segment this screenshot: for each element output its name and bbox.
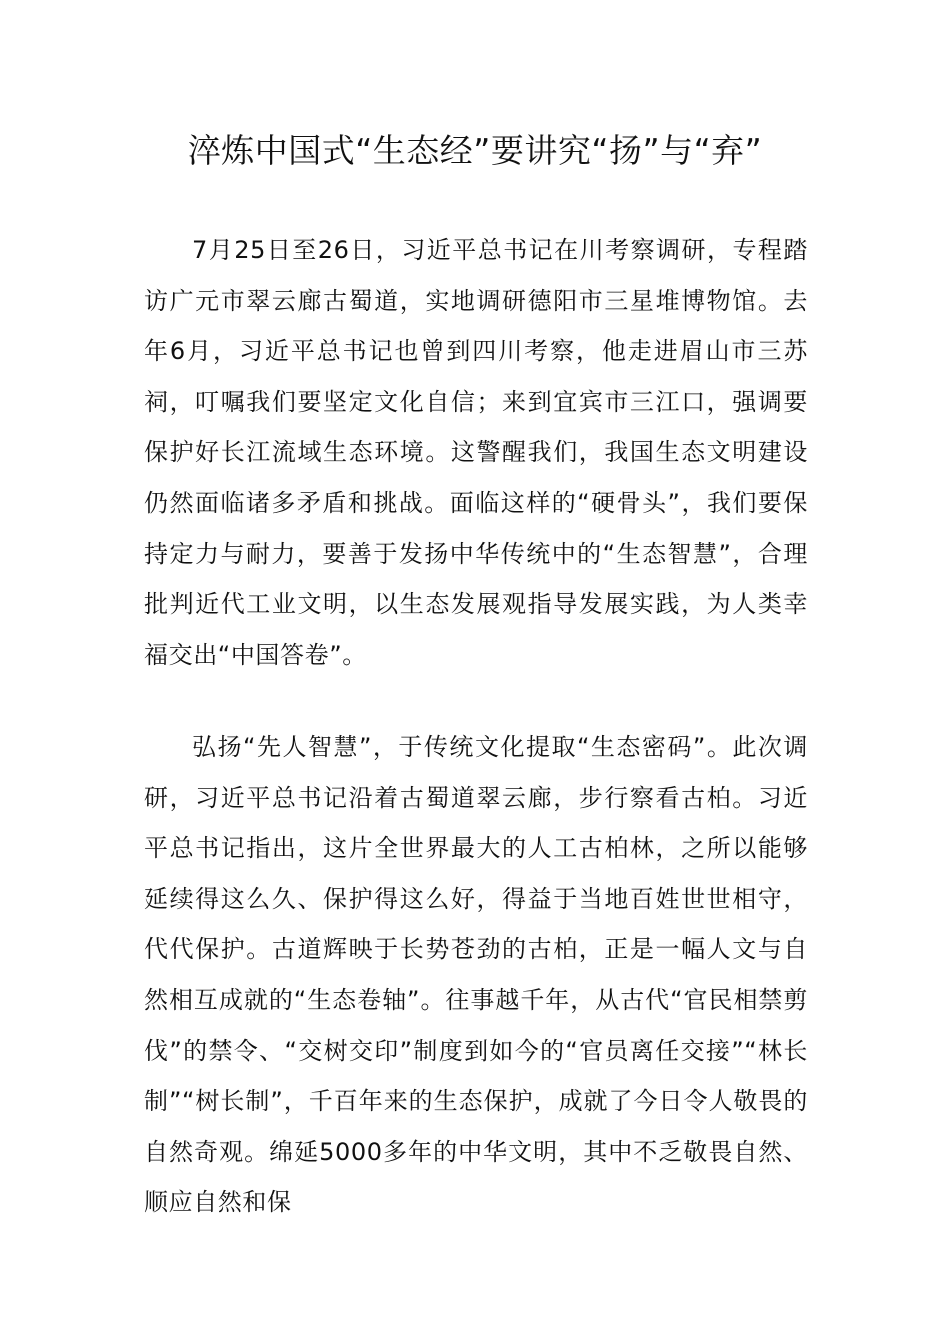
paragraph-2: 弘扬“先人智慧”，于传统文化提取“生态密码”。此次调研，习近平总书记沿着古蜀道翠云廊，步行察看古柏。习近平总书记指出，这片全世界最大的人工古柏林，之所以能够延续得这么久、保护得这么好，得益于当地百姓世世相守，代代保护。古道辉映于长势苍劲的古柏，正是一幅人文与自然相互成就的“生态卷轴”。往事越千年，从古代“官民相禁剪伐”的禁令、“交树交印”制度到如今的“官员离任交接”“林长制”“树长制”，千百年来的生态保护，成就了今日令人敬畏的自然奇观。绵延5000多年的中华文明，其中不乏敬畏自然、顺应自然和保	[144, 733, 808, 1217]
document-title: 淬炼中国式“生态经”要讲究“扬”与“弃”	[187, 131, 763, 170]
paragraph-1: 7月25日至26日，习近平总书记在川考察调研，专程踏访广元市翠云廊古蜀道，实地调研德阳市三星堆博物馆。去年6月，习近平总书记也曾到四川考察，他走进眉山市三苏祠，叮嘱我们要坚定文化自信；来到宜宾市三江口，强调要保护好长江流域生态环境。这警醒我们，我国生态文明建设仍然面临诸多矛盾和挑战。面临这样的“硬骨头”，我们要保持定力与耐力，要善于发扬中华传统中的“生态智慧”，合理批判近代工业文明，以生态发展观指导发展实践，为人类幸福交出“中国答卷”。	[144, 236, 808, 669]
